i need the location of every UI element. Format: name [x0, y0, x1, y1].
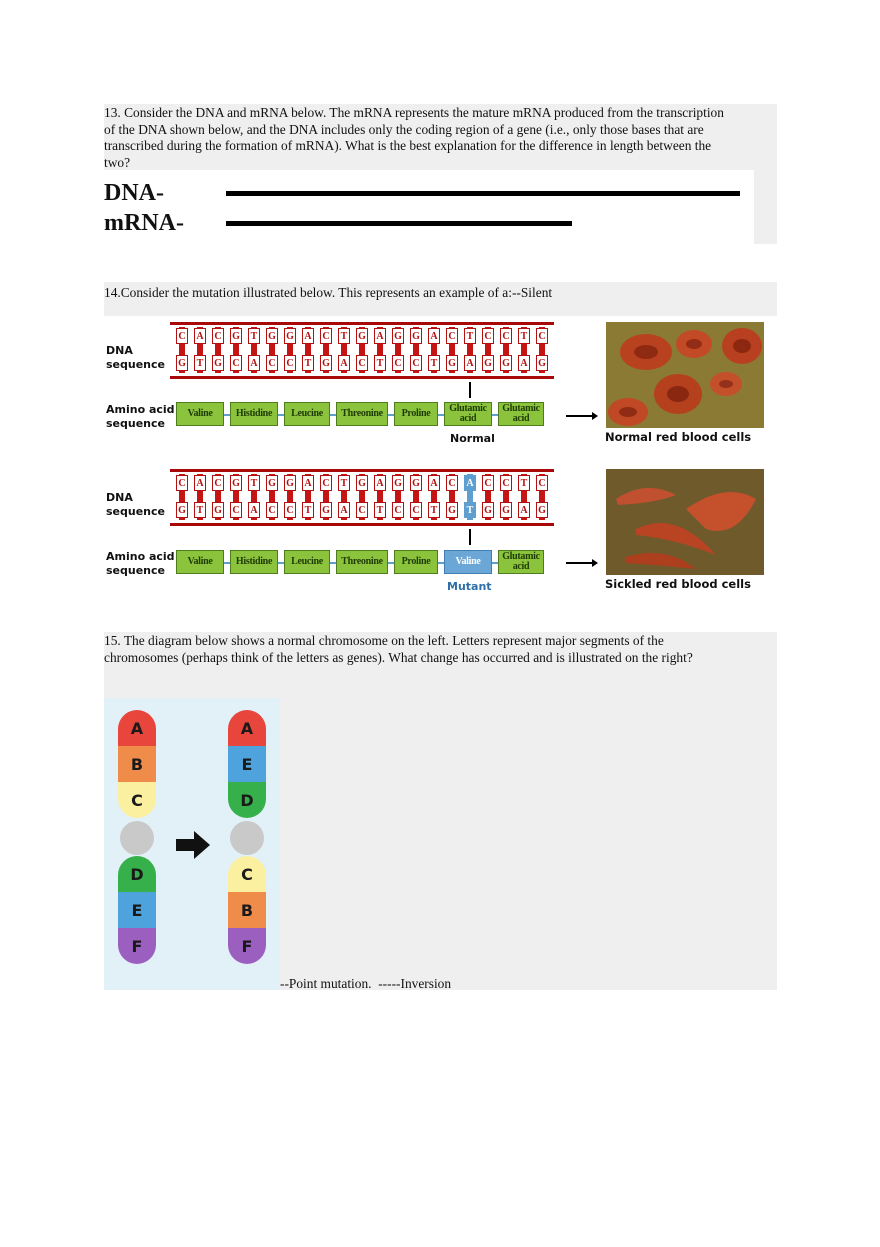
dna-double-helix-mutant	[170, 469, 554, 529]
down-arrow-mutant-icon	[469, 529, 471, 545]
dna-base-top: A	[194, 328, 206, 344]
dna-base-bottom: G	[212, 502, 224, 518]
dna-base-top: C	[320, 328, 332, 344]
dna-base-top: G	[266, 475, 278, 491]
amino-acid-box: Leucine	[284, 550, 330, 574]
amino-acid-box: Valine	[176, 402, 224, 426]
amino-acid-box: Valine	[176, 550, 224, 574]
amino-acid-box: Threonine	[336, 550, 388, 574]
dna-base-top: G	[410, 328, 422, 344]
dna-base-top: A	[302, 475, 314, 491]
mutant-label: Mutant	[447, 580, 492, 593]
dna-base-top: A	[464, 475, 476, 491]
dna-base-bottom: T	[302, 502, 314, 518]
dna-base-bottom: G	[176, 502, 188, 518]
dna-base-bottom: C	[356, 355, 368, 371]
dna-base-top: G	[392, 475, 404, 491]
dna-label: DNA-	[104, 180, 164, 206]
dna-base-bottom: A	[338, 355, 350, 371]
dna-base-bottom: A	[464, 355, 476, 371]
inverted-chromosome	[228, 710, 266, 980]
dna-base-bottom: G	[482, 355, 494, 371]
dna-base-bottom: G	[500, 355, 512, 371]
dna-base-top: C	[212, 328, 224, 344]
dna-backbone-top	[170, 469, 554, 472]
question-13-text: 13. Consider the DNA and mRNA below. The mRNA represents the mature mRNA produced from the transcription of the DNA shown below, and the DNA includes only the coding region of a gene (i.e., only those bases that are transcribed during the formation of mRNA). What is the best explanation for the difference in length between the two?	[104, 105, 724, 170]
dna-base-top: A	[428, 328, 440, 344]
dna-base-top: T	[248, 475, 260, 491]
chromosome-segment: F	[118, 928, 156, 964]
dna-base-top: A	[374, 475, 386, 491]
chromosome-segment: B	[228, 892, 266, 928]
dna-base-bottom: A	[338, 502, 350, 518]
dna-base-bottom: C	[284, 502, 296, 518]
question-13-block	[104, 104, 777, 244]
normal-chromosome	[118, 710, 156, 980]
dna-base-top: C	[446, 328, 458, 344]
chromosome-segment: D	[228, 782, 266, 818]
chromosome-segment: C	[228, 856, 266, 892]
dna-base-bottom: G	[212, 355, 224, 371]
dna-base-bottom: T	[302, 355, 314, 371]
dna-base-bottom: C	[410, 502, 422, 518]
dna-base-top: A	[302, 328, 314, 344]
dna-base-top: C	[212, 475, 224, 491]
dna-base-top: G	[230, 475, 242, 491]
dna-base-top: C	[500, 475, 512, 491]
amino-acid-box: Proline	[394, 402, 438, 426]
normal-red-blood-cells-image	[606, 322, 764, 428]
dna-base-bottom: T	[428, 502, 440, 518]
dna-base-bottom: C	[392, 502, 404, 518]
amino-acid-box: Glutamic acid	[498, 550, 544, 574]
dna-base-top: G	[284, 475, 296, 491]
dna-base-bottom: G	[500, 502, 512, 518]
dna-base-bottom: C	[266, 502, 278, 518]
chromosome-segment: C	[118, 782, 156, 818]
normal-cells-caption: Normal red blood cells	[605, 430, 752, 444]
mrna-line	[226, 221, 572, 226]
dna-base-bottom: T	[374, 355, 386, 371]
chromosome-segment: E	[228, 746, 266, 782]
centromere	[230, 821, 264, 855]
dna-base-top: T	[248, 328, 260, 344]
amino-acid-label-mutant: Amino acid sequence	[106, 550, 175, 577]
chromosome-diagram	[104, 698, 280, 990]
amino-acid-chain-mutant	[176, 550, 551, 576]
chromosome-segment: B	[118, 746, 156, 782]
dna-backbone-bottom	[170, 376, 554, 379]
dna-base-bottom: G	[320, 502, 332, 518]
dna-base-bottom: G	[176, 355, 188, 371]
dna-sequence-label-mutant: DNA sequence	[106, 491, 165, 518]
dna-base-bottom: T	[194, 502, 206, 518]
amino-acid-box: Glutamic acid	[444, 402, 492, 426]
dna-base-bottom: G	[446, 355, 458, 371]
dna-base-top: C	[536, 475, 548, 491]
dna-mrna-figure	[100, 170, 754, 244]
dna-base-bottom: C	[410, 355, 422, 371]
mrna-label: mRNA-	[104, 210, 184, 236]
dna-base-top: C	[446, 475, 458, 491]
sickled-cells-caption: Sickled red blood cells	[605, 577, 751, 591]
amino-acid-box: Threonine	[336, 402, 388, 426]
amino-acid-chain-normal	[176, 402, 551, 428]
amino-acid-box: Proline	[394, 550, 438, 574]
dna-base-top: G	[392, 328, 404, 344]
dna-base-bottom: A	[518, 355, 530, 371]
amino-acid-label-normal: Amino acid sequence	[106, 403, 175, 430]
dna-base-bottom: C	[392, 355, 404, 371]
chromosome-segment: D	[118, 856, 156, 892]
amino-acid-box: Histidine	[230, 402, 278, 426]
dna-base-top: C	[482, 475, 494, 491]
dna-base-top: G	[356, 328, 368, 344]
dna-base-top: G	[410, 475, 422, 491]
dna-base-bottom: C	[230, 502, 242, 518]
dna-base-top: G	[266, 328, 278, 344]
dna-base-top: C	[482, 328, 494, 344]
chromosome-segment: A	[118, 710, 156, 746]
amino-acid-box: Valine	[444, 550, 492, 574]
sickled-red-blood-cells-image	[606, 469, 764, 575]
dna-base-bottom: C	[230, 355, 242, 371]
dna-base-bottom: G	[320, 355, 332, 371]
dna-base-bottom: C	[284, 355, 296, 371]
dna-base-top: T	[338, 328, 350, 344]
dna-base-top: A	[194, 475, 206, 491]
question-14-block	[104, 282, 777, 594]
sickle-cell-figure	[104, 316, 777, 594]
dna-base-bottom: C	[266, 355, 278, 371]
dna-base-bottom: C	[356, 502, 368, 518]
dna-base-top: A	[428, 475, 440, 491]
chromosome-segment: E	[118, 892, 156, 928]
dna-base-bottom: T	[374, 502, 386, 518]
chromosome-segment: F	[228, 928, 266, 964]
dna-line	[226, 191, 740, 196]
dna-base-top: T	[338, 475, 350, 491]
dna-base-bottom: A	[248, 355, 260, 371]
down-arrow-normal-icon	[469, 382, 471, 398]
dna-base-bottom: G	[536, 502, 548, 518]
dna-sequence-label-normal: DNA sequence	[106, 344, 165, 371]
dna-base-bottom: G	[446, 502, 458, 518]
centromere	[120, 821, 154, 855]
dna-base-bottom: A	[518, 502, 530, 518]
dna-base-bottom: G	[536, 355, 548, 371]
dna-base-top: T	[464, 328, 476, 344]
dna-base-top: G	[356, 475, 368, 491]
dna-backbone-top	[170, 322, 554, 325]
amino-acid-box: Glutamic acid	[498, 402, 544, 426]
dna-base-top: C	[500, 328, 512, 344]
dna-double-helix-normal	[170, 322, 554, 382]
question-15-answer: --Point mutation. -----Inversion	[280, 976, 452, 991]
dna-base-top: G	[230, 328, 242, 344]
dna-base-top: C	[176, 328, 188, 344]
question-14-text: 14.Consider the mutation illustrated below. This represents an example of a:--Silent	[104, 285, 553, 300]
dna-base-top: G	[284, 328, 296, 344]
dna-base-bottom: T	[428, 355, 440, 371]
dna-base-top: C	[536, 328, 548, 344]
dna-base-top: T	[518, 328, 530, 344]
amino-acid-box: Histidine	[230, 550, 278, 574]
normal-label: Normal	[450, 432, 495, 445]
question-15-block	[104, 632, 777, 990]
amino-acid-box: Leucine	[284, 402, 330, 426]
dna-base-bottom: G	[482, 502, 494, 518]
chromosome-segment: A	[228, 710, 266, 746]
dna-base-top: T	[518, 475, 530, 491]
dna-backbone-bottom	[170, 523, 554, 526]
dna-base-top: C	[320, 475, 332, 491]
question-15-text: 15. The diagram below shows a normal chromosome on the left. Letters represent major segments of the chromosomes (perhaps think of the letters as genes). What change has occurred and is illustrated on the right?	[104, 633, 693, 665]
dna-base-top: C	[176, 475, 188, 491]
dna-base-top: A	[374, 328, 386, 344]
dna-base-bottom: T	[194, 355, 206, 371]
dna-base-bottom: T	[464, 502, 476, 518]
dna-base-bottom: A	[248, 502, 260, 518]
